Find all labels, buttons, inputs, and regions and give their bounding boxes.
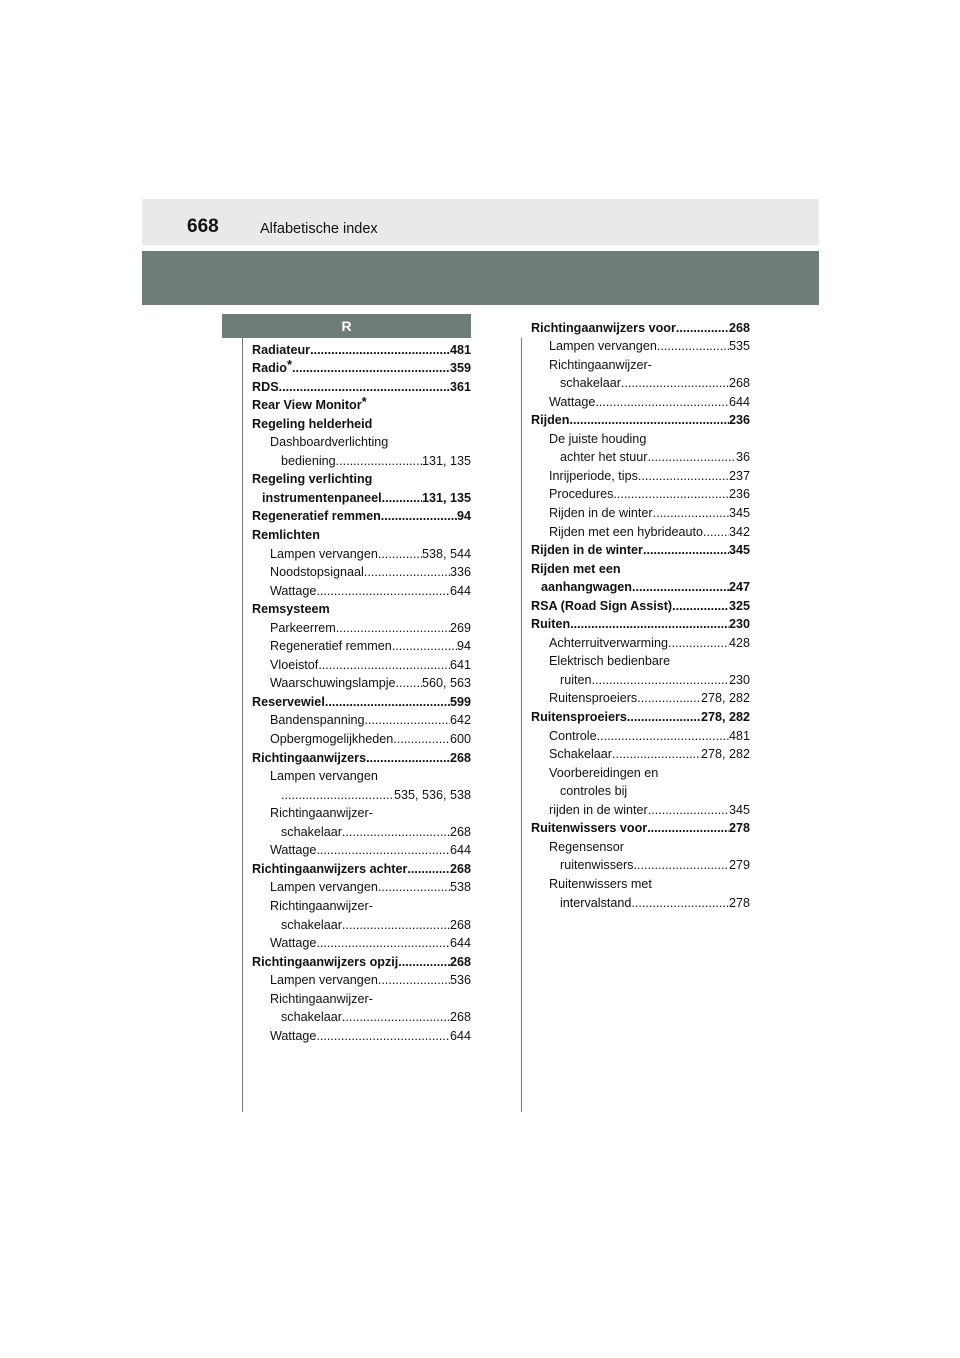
index-term: Richtingaanwijzer-	[270, 898, 373, 913]
index-term: aanhangwagen	[541, 580, 632, 595]
page-reference: 535	[728, 339, 750, 354]
index-entry	[252, 840, 471, 859]
index-term: schakelaar	[560, 376, 621, 391]
page-reference: 278	[728, 821, 750, 836]
index-column-left	[252, 339, 471, 1044]
page-reference: 481	[449, 342, 471, 357]
page-reference: 644	[449, 583, 471, 598]
dot-leader	[393, 731, 450, 747]
index-entry	[252, 895, 471, 914]
index-term: Lampen vervangen	[270, 880, 378, 895]
index-entry	[252, 877, 471, 896]
index-entry	[252, 432, 471, 451]
dot-leader	[342, 1009, 450, 1025]
page-reference: 345	[728, 543, 750, 558]
index-term: Richtingaanwijzer-	[549, 357, 652, 372]
index-term: Rijden met een hybrideauto	[549, 524, 704, 539]
index-term: Achterruitverwarming	[549, 635, 668, 650]
asterisk-mark: *	[286, 357, 293, 373]
index-entry	[252, 747, 471, 766]
dot-leader	[342, 917, 450, 933]
index-entry	[531, 595, 750, 614]
dot-leader	[398, 954, 450, 970]
page-reference: 644	[728, 394, 750, 409]
dot-leader	[382, 490, 422, 506]
page-reference: 560, 563	[421, 676, 471, 691]
index-entry	[531, 336, 750, 355]
index-entry	[531, 799, 750, 818]
index-entry	[252, 599, 471, 618]
dot-leader	[396, 675, 422, 691]
index-term: Richtingaanwijzer-	[270, 806, 373, 821]
index-entry	[531, 688, 750, 707]
index-term: schakelaar	[281, 1010, 342, 1025]
page-reference: 268	[449, 1010, 471, 1025]
dot-leader	[366, 750, 450, 766]
page-reference: 278, 282	[700, 710, 750, 725]
page-reference: 230	[728, 672, 750, 687]
index-term: ruiten	[560, 672, 592, 687]
index-entry	[252, 858, 471, 877]
index-entry	[252, 766, 471, 785]
page-reference: 278	[728, 895, 750, 910]
index-entry	[252, 617, 471, 636]
dot-leader	[676, 320, 729, 336]
page-reference: 236	[728, 413, 750, 428]
dot-leader	[648, 802, 729, 818]
index-entry	[252, 654, 471, 673]
dot-leader	[613, 486, 729, 502]
dot-leader	[279, 379, 450, 395]
index-entry	[531, 484, 750, 503]
index-term: Rijden	[531, 413, 570, 428]
dot-leader	[657, 338, 729, 354]
index-entry	[531, 614, 750, 633]
index-term: Regensensor	[549, 839, 624, 854]
index-entry	[531, 762, 750, 781]
page-reference: 268	[449, 824, 471, 839]
index-term: rijden in de winter	[549, 802, 648, 817]
index-term: Lampen vervangen	[270, 546, 378, 561]
index-term: bediening	[281, 453, 336, 468]
page-header	[142, 199, 819, 245]
index-term: Richtingaanwijzer-	[270, 991, 373, 1006]
dot-leader	[336, 453, 422, 469]
index-term: Wattage	[270, 1028, 317, 1043]
dot-leader	[637, 690, 701, 706]
index-entry	[252, 487, 471, 506]
index-entry	[531, 892, 750, 911]
page-reference: 278, 282	[700, 691, 750, 706]
page-reference: 428	[728, 635, 750, 650]
index-entry	[531, 669, 750, 688]
index-entry	[252, 821, 471, 840]
dot-leader	[316, 842, 450, 858]
dot-leader	[672, 598, 729, 614]
index-entry	[531, 818, 750, 837]
dot-leader	[632, 579, 729, 595]
dot-leader	[648, 449, 736, 465]
index-entry	[252, 673, 471, 692]
index-term: Opbergmogelijkheden	[270, 732, 394, 747]
index-term: Remsysteem	[252, 602, 330, 617]
dot-leader	[569, 412, 729, 428]
index-term: Controle	[549, 728, 597, 743]
page-reference: 644	[449, 936, 471, 951]
page-reference: 269	[449, 620, 471, 635]
page-reference: 345	[728, 506, 750, 521]
index-entry	[252, 358, 471, 377]
index-entry	[531, 391, 750, 410]
page-reference: 278, 282	[700, 747, 750, 762]
dot-leader	[316, 583, 450, 599]
index-entry	[252, 691, 471, 710]
dot-leader	[378, 972, 450, 988]
dot-leader	[653, 505, 729, 521]
index-entry	[531, 706, 750, 725]
index-entry	[252, 543, 471, 562]
dot-leader	[633, 857, 729, 873]
page-reference: 342	[728, 524, 750, 539]
index-entry	[252, 376, 471, 395]
index-term: Bandenspanning	[270, 713, 365, 728]
dot-leader	[627, 709, 701, 725]
index-entry	[252, 636, 471, 655]
dot-leader	[595, 394, 729, 410]
page-reference: 535, 536, 538	[393, 787, 471, 802]
page-reference: 268	[728, 320, 750, 335]
page-reference: 237	[728, 468, 750, 483]
page-reference: 536	[449, 973, 471, 988]
page-reference: 538	[449, 880, 471, 895]
index-term: Schakelaar	[549, 747, 613, 762]
page-reference: 268	[728, 376, 750, 391]
index-entry	[531, 428, 750, 447]
index-entry	[531, 521, 750, 540]
index-term: Regeneratief remmen	[270, 639, 392, 654]
page-reference: 131, 135	[421, 453, 471, 468]
right-column-rule	[521, 338, 522, 1112]
asterisk-mark: *	[361, 394, 367, 410]
page-reference: 131, 135	[421, 490, 471, 505]
dot-leader	[325, 694, 450, 710]
index-term: Inrijperiode, tips	[549, 468, 638, 483]
index-term: Voorbereidingen en	[549, 765, 659, 780]
index-column-right	[531, 317, 750, 911]
index-term: Remlichten	[252, 528, 320, 543]
page-reference: 336	[449, 565, 471, 580]
index-entry	[531, 410, 750, 429]
dot-leader	[336, 620, 450, 636]
index-term: Lampen vervangen	[270, 769, 378, 784]
index-entry	[252, 951, 471, 970]
page-reference: 36	[735, 450, 750, 465]
index-entry	[531, 465, 750, 484]
index-entry	[252, 339, 471, 358]
index-term: Waarschuwingslampje	[270, 676, 396, 691]
index-term: Ruitensproeiers	[531, 710, 627, 725]
page-reference: 268	[449, 954, 471, 969]
page-reference: 599	[449, 694, 471, 709]
index-entry	[531, 873, 750, 892]
dot-leader	[281, 787, 394, 803]
index-term: Rijden in de winter	[549, 506, 653, 521]
index-term: Richtingaanwijzers	[252, 750, 367, 765]
index-entry	[252, 524, 471, 543]
index-term: Rijden in de winter	[531, 543, 643, 558]
index-entry	[531, 632, 750, 651]
index-term: Regeling helderheid	[252, 416, 373, 431]
page-reference: 600	[449, 732, 471, 747]
index-term: Lampen vervangen	[549, 339, 657, 354]
index-entry	[531, 855, 750, 874]
index-term: Wattage	[549, 394, 596, 409]
page-reference: 538, 544	[421, 546, 471, 561]
index-term: Radiateur	[252, 342, 311, 357]
dot-leader	[378, 879, 450, 895]
index-entry	[252, 784, 471, 803]
page-reference: 644	[449, 1028, 471, 1043]
index-term: RSA (Road Sign Assist)	[531, 598, 673, 613]
index-entry	[252, 1025, 471, 1044]
index-term: Lampen vervangen	[270, 973, 378, 988]
index-entry	[531, 744, 750, 763]
index-entry	[531, 540, 750, 559]
page-reference: 325	[728, 598, 750, 613]
dot-leader	[378, 546, 422, 562]
page-reference: 359	[449, 361, 471, 376]
index-entry	[252, 728, 471, 747]
index-entry	[252, 914, 471, 933]
index-entry	[252, 803, 471, 822]
index-term: achter het stuur	[560, 450, 648, 465]
page-reference: 94	[456, 509, 471, 524]
index-entry	[252, 469, 471, 488]
index-term: controles bij	[560, 784, 628, 799]
dot-leader	[316, 1028, 450, 1044]
index-entry	[252, 395, 471, 414]
dot-leader	[381, 508, 457, 524]
index-entry	[252, 933, 471, 952]
index-entry	[252, 450, 471, 469]
index-term: Procedures	[549, 487, 614, 502]
index-term: Richtingaanwijzers opzij	[252, 954, 399, 969]
dot-leader	[342, 824, 450, 840]
index-term: Rear View Monitor*	[252, 394, 367, 413]
page-reference: 236	[728, 487, 750, 502]
index-entry	[531, 558, 750, 577]
dot-leader	[647, 820, 729, 836]
dot-leader	[592, 672, 729, 688]
index-term: instrumentenpaneel	[262, 490, 382, 505]
index-term: Wattage	[270, 936, 317, 951]
index-entry	[252, 413, 471, 432]
dot-leader	[621, 375, 729, 391]
index-entry	[531, 577, 750, 596]
index-term: Ruitensproeiers	[549, 691, 638, 706]
index-term: Richtingaanwijzers achter	[252, 861, 408, 876]
page-reference: 279	[728, 858, 750, 873]
dot-leader	[292, 360, 450, 376]
dot-leader	[703, 524, 729, 540]
index-term: De juiste houding	[549, 431, 647, 446]
dot-leader	[310, 342, 450, 358]
index-entry	[252, 988, 471, 1007]
index-term: schakelaar	[281, 824, 342, 839]
index-term: Vloeistof	[270, 657, 319, 672]
index-term: Ruitenwissers voor	[531, 821, 648, 836]
page-reference: 230	[728, 617, 750, 632]
index-term: Elektrisch bedienbare	[549, 654, 671, 669]
page-reference: 642	[449, 713, 471, 728]
left-column-rule	[242, 338, 243, 1112]
index-entry	[531, 725, 750, 744]
page-reference: 361	[449, 379, 471, 394]
index-term: Richtingaanwijzers voor	[531, 320, 676, 335]
dot-leader	[631, 895, 729, 911]
dot-leader	[318, 657, 450, 673]
page-reference: 268	[449, 861, 471, 876]
index-term: RDS	[252, 379, 279, 394]
index-entry	[531, 447, 750, 466]
dot-leader	[316, 935, 450, 951]
page-reference: 94	[456, 639, 471, 654]
index-entry	[252, 710, 471, 729]
index-entry	[252, 506, 471, 525]
index-term: Noodstopsignaal	[270, 565, 364, 580]
page-reference: 268	[449, 917, 471, 932]
index-term: Parkeerrem	[270, 620, 336, 635]
index-term: Dashboardverlichting	[270, 435, 389, 450]
dot-leader	[407, 861, 450, 877]
dot-leader	[597, 728, 729, 744]
index-term: Wattage	[270, 583, 317, 598]
dot-leader	[643, 542, 729, 558]
index-term: Rijden met een	[531, 561, 621, 576]
page-reference: 641	[449, 657, 471, 672]
dot-leader	[570, 616, 729, 632]
page-reference: 268	[449, 750, 471, 765]
dot-leader	[612, 746, 701, 762]
index-term: Radio*	[252, 357, 293, 376]
dot-leader	[668, 635, 729, 651]
index-entry	[252, 562, 471, 581]
index-entry	[252, 970, 471, 989]
index-term: Wattage	[270, 843, 317, 858]
page-reference: 644	[449, 843, 471, 858]
index-entry	[531, 317, 750, 336]
index-entry	[252, 1007, 471, 1026]
index-term: intervalstand	[560, 895, 632, 910]
index-entry	[252, 580, 471, 599]
index-entry	[531, 651, 750, 670]
page-number: 668	[187, 216, 219, 237]
index-term: Regeneratief remmen	[252, 509, 381, 524]
index-entry	[531, 502, 750, 521]
section-letter-box: R	[222, 314, 471, 338]
index-term: Ruiten	[531, 617, 571, 632]
dot-leader	[392, 638, 457, 654]
page-reference: 345	[728, 802, 750, 817]
header-title: Alfabetische index	[260, 221, 378, 237]
index-term: ruitenwissers	[560, 858, 634, 873]
dot-leader	[638, 468, 729, 484]
index-term: Ruitenwissers met	[549, 876, 652, 891]
index-entry	[531, 836, 750, 855]
index-entry	[531, 373, 750, 392]
index-term: Regeling verlichting	[252, 472, 373, 487]
dot-leader	[364, 564, 450, 580]
index-term: Reservewiel	[252, 694, 325, 709]
index-entry	[531, 354, 750, 373]
page-reference: 247	[728, 580, 750, 595]
index-entry	[531, 781, 750, 800]
index-term: schakelaar	[281, 917, 342, 932]
dot-leader	[365, 712, 450, 728]
header-band	[142, 251, 819, 305]
page-reference: 481	[728, 728, 750, 743]
